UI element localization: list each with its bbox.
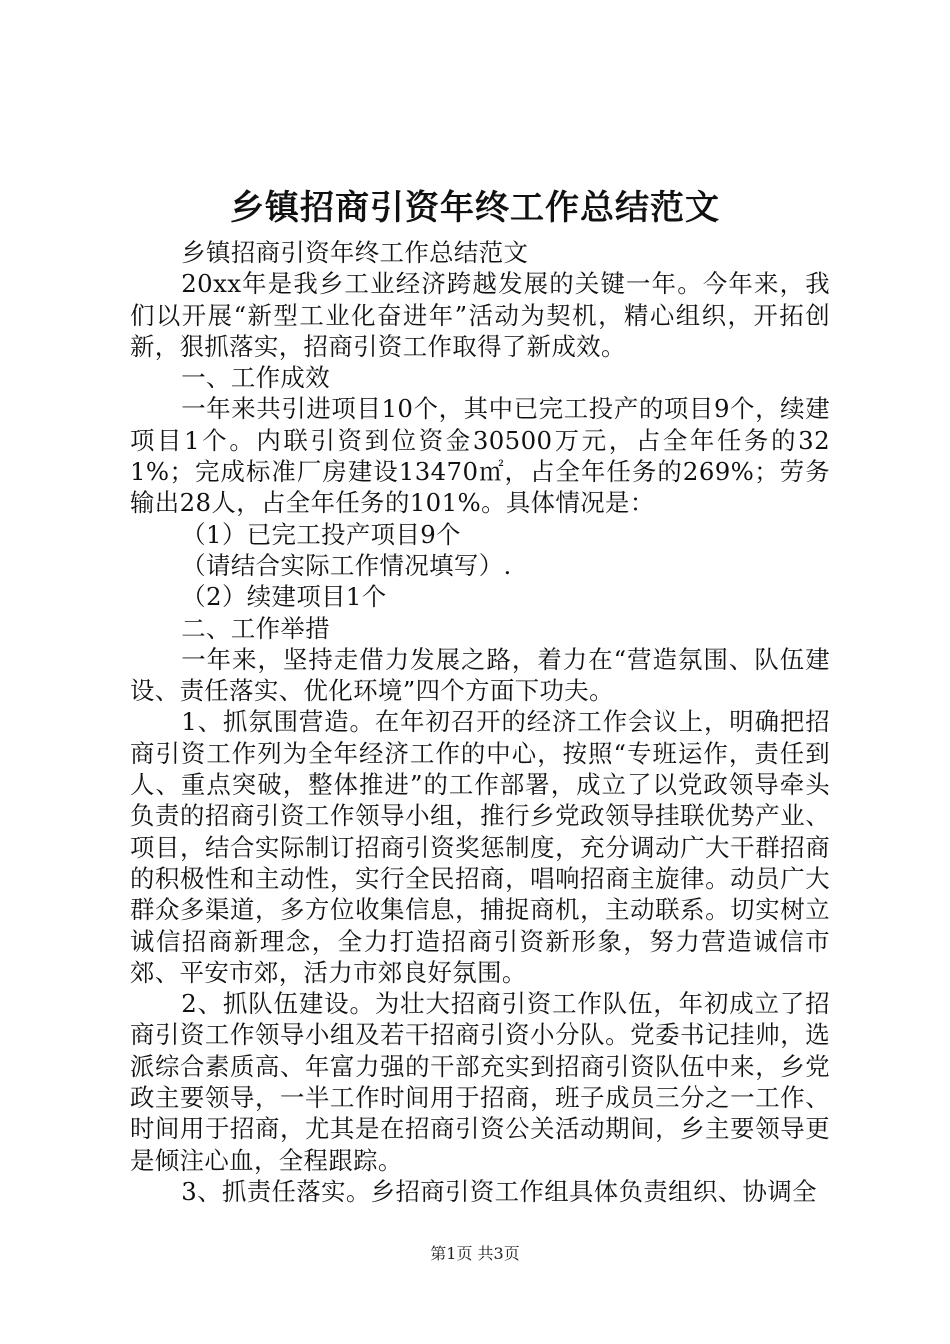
paragraph-intro: 20xx年是我乡工业经济跨越发展的关键一年。今年来，我们以开展“新型工业化奋进年”活动为契机，精心组织，开拓创新，狠抓落实，招商引资工作取得了新成效。 [130,269,830,361]
paragraph-measures-intro: 一年来，坚持走借力发展之路，着力在“营造氛围、队伍建设、责任落实、优化环境”四个方面下功夫。 [130,644,830,706]
document-title: 乡镇招商引资年终工作总结范文 [230,188,720,228]
list-item-completed-projects: （1）已完工投产项目9个 [181,519,461,549]
paragraph-results: 一年来共引进项目10个，其中已完工投产的项目9个，续建项目1个。内联引资到位资金30500万元，占全年任务的321%；完成标准厂房建设13470㎡，占全年任务的269%；劳务输出28人，占全年任务的101%。具体情况是： [130,394,830,518]
paragraph-subtitle: 乡镇招商引资年终工作总结范文 [181,238,529,267]
paragraph-team-building: 2、抓队伍建设。为壮大招商引资工作队伍，年初成立了招商引资工作领导小组及若干招商引资小分队。党委书记挂帅，选派综合素质高、年富力强的干部充实到招商引资队伍中来，乡党政主要领导，一半工作时间用于招商，班子成员三分之一工作、时间用于招商，尤其是在招商引资公关活动期间，乡主要领导更是倾注心血，全程跟踪。 [130,989,830,1175]
heading-work-results: 一、工作成效 [181,363,330,393]
paragraph-atmosphere: 1、抓氛围营造。在年初召开的经济工作会议上，明确把招商引资工作列为全年经济工作的中心，按照“专班运作，责任到人、重点突破，整体推进”的工作部署，成立了以党政领导牵头负责的招商引资工作领导小组，推行乡党政领导挂联优势产业、项目，结合实际制订招商引资奖惩制度，充分调动广大干群招商的积极性和主动性，实行全民招商，唱响招商主旋律。动员广大群众多渠道，多方位收集信息，捕捉商机，主动联系。切实树立诚信招商新理念，全力打造招商引资新形象，努力营造诚信市郊、平安市郊，活力市郊良好氛围。 [130,707,830,987]
heading-work-measures: 二、工作举措 [181,613,330,643]
page-footer: 第1页 共3页 [430,1244,520,1263]
list-item-continuing-projects: （2）续建项目1个 [181,582,387,612]
document-body [130,237,830,1207]
paragraph-responsibility: 3、抓责任落实。乡招商引资工作组具体负责组织、协调全 [181,1176,817,1206]
paragraph-note: （请结合实际工作情况填写）. [181,550,512,580]
